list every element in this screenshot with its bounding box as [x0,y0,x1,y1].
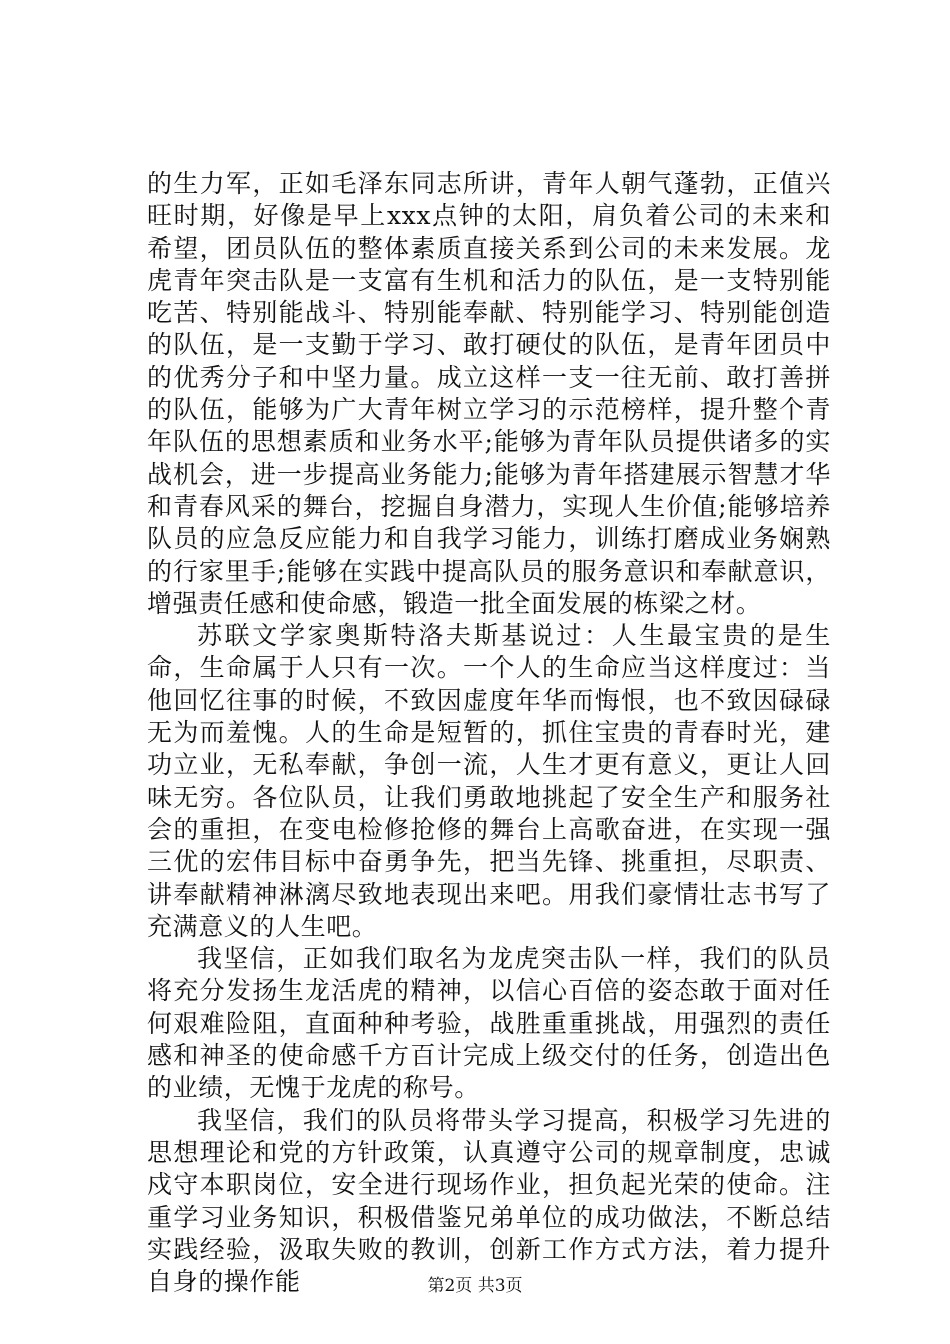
page-number-footer: 第2页 共3页 [427,1276,523,1296]
paragraph-3: 我坚信，正如我们取名为龙虎突击队一样，我们的队员将充分发扬生龙活虎的精神，以信心百倍的姿态敢于面对任何艰难险阻，直面种种考验，战胜重重挑战，用强烈的责任感和神圣的使命感千方百计完成上级交付的任务，创造出色的业绩，无愧于龙虎的称号。 [147,944,831,1103]
document-body [147,168,831,1298]
paragraph-2: 苏联文学家奥斯特洛夫斯基说过：人生最宝贵的是生命，生命属于人只有一次。一个人的生命应当这样度过：当他回忆往事的时候，不致因虚度年华而悔恨，也不致因碌碌无为而羞愧。人的生命是短暂的，抓住宝贵的青春时光，建功立业，无私奉献，争创一流，人生才更有意义，更让人回味无穷。各位队员，让我们勇敢地挑起了安全生产和服务社会的重担，在变电检修抢修的舞台上高歌奋进，在实现一强三优的宏伟目标中奋勇争先，把当先锋、挑重担，尽职责、讲奉献精神淋漓尽致地表现出来吧。用我们豪情壮志书写了充满意义的人生吧。 [147,621,831,941]
paragraph-4: 我坚信，我们的队员将带头学习提高，积极学习先进的思想理论和党的方针政策，认真遵守公司的规章制度，忠诚戍守本职岗位，安全进行现场作业，担负起光荣的使命。注重学习业务知识，积极借鉴兄弟单位的成功做法，不断总结实践经验，汲取失败的教训，创新工作方式方法，着力提升自身的操作能 [147,1105,831,1297]
paragraph-1: 的生力军，正如毛泽东同志所讲，青年人朝气蓬勃，正值兴旺时期，好像是早上xxx点钟的太阳，肩负着公司的未来和希望，团员队伍的整体素质直接关系到公司的未来发展。龙虎青年突击队是一支富有生机和活力的队伍，是一支特别能吃苦、特别能战斗、特别能奉献、特别能学习、特别能创造的队伍，是一支勤于学习、敢打硬仗的队伍，是青年团员中的优秀分子和中坚力量。成立这样一支一往无前、敢打善拼的队伍，能够为广大青年树立学习的示范榜样，提升整个青年队伍的思想素质和业务水平;能够为青年队员提供诸多的实战机会，进一步提高业务能力;能够为青年搭建展示智慧才华和青春风采的舞台，挖掘自身潜力，实现人生价值;能够培养队员的应急反应能力和自我学习能力，训练打磨成业务娴熟的行家里手;能够在实践中提高队员的服务意识和奉献意识，增强责任感和使命感，锻造一批全面发展的栋梁之材。 [147,169,831,618]
